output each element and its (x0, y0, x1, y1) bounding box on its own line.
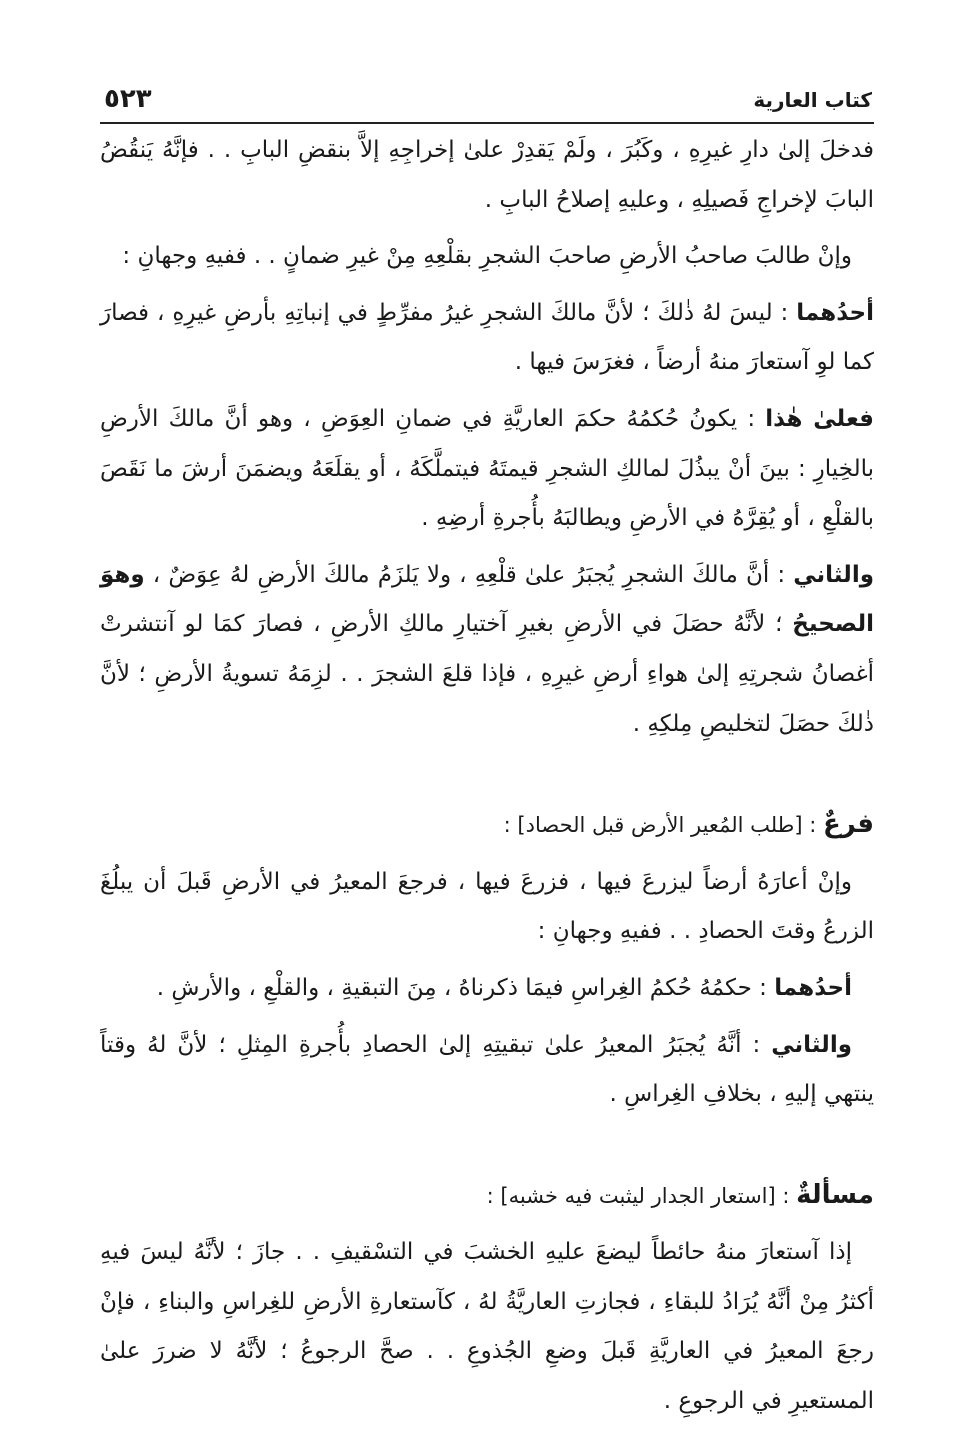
first-view-label: أحدُهما (796, 299, 874, 326)
section-heading-issue: مسألةٌ : [استعار الجدار ليثبت فيه خشبه] : (486, 1179, 874, 1210)
paragraph-7: أحدُهما : حكمُهُ حُكمُ الغِراسِ فيمَا ذكرناهُ ، مِنَ التبقيةِ ، والقلْعِ ، والأرشِ . (156, 974, 852, 1001)
section-heading-branch: فرعٌ : [طلب المُعير الأرض قبل الحصاد] : (503, 809, 874, 840)
main-text (100, 126, 874, 1434)
running-title: كتاب العارية (753, 88, 872, 112)
paragraph-4: فعلىٰ هٰذا : يكونُ حُكمُهُ حكمَ العاريَّةِ في ضمانِ العِوَضِ ، وهو أنَّ مالكَ الأرضِ بالخِيارِ : بينَ أنْ يبذُلَ لمالكِ الشجرِ قيمتَهُ فيتملَّكَهُ ، أو يقلَعَهُ ويضمَنَ أرشَ ما نَقَصَ بالقلْعِ ، أو يُقِرَّهُ في الأرضِ ويطالبَهُ بأُجرةِ أرضِهِ . (100, 405, 874, 532)
consequence-label: فعلىٰ هٰذا (765, 405, 874, 432)
page-number: ٥٢٣ (104, 84, 152, 114)
correct-view-label: وهوَ الصحيحُ (100, 561, 874, 638)
paragraph-9: إذا آستعارَ منهُ حائطاً ليضعَ عليهِ الخشبَ في التسْقيفِ . . جازَ ؛ لأنَّهُ ليسَ فيهِ أكثرُ مِنْ أنَّهُ يُرَادُ للبقاءِ ، فجازتِ العاريَّةُ لهُ ، كآستعارةِ الأرضِ للغِراسِ والبناءِ ، فإنْ رجعَ المعيرُ في العاريَّةِ قَبلَ وضعِ الجُذوعِ . . صحَّ الرجوعُ ؛ لأنَّهُ لا ضررَ علىٰ المستعيرِ في الرجوعِ . (100, 1239, 874, 1415)
first-view-label-2: أحدُهما (774, 974, 852, 1001)
issue-label: مسألةٌ (796, 1179, 874, 1210)
paragraph-6: وإنْ أعارَهُ أرضاً ليزرعَ فيها ، فزرعَ فيها ، فرجعَ المعيرُ في الأرضِ قَبلَ أن يبلُغَ الزرعُ وقتَ الحصادِ . . ففيهِ وجهانِ : (100, 868, 874, 945)
running-head (104, 86, 872, 120)
header-rule (100, 122, 874, 124)
section-gap (100, 756, 874, 800)
section-gap-2 (100, 1127, 874, 1171)
branch-label: فرعٌ (823, 809, 874, 840)
second-view-label-2: والثاني (771, 1031, 852, 1058)
second-view-label: والثاني (793, 561, 874, 588)
paragraph-1: فدخلَ إلىٰ دارِ غيرِهِ ، وكَبُرَ ، ولَمْ يَقدِرْ علىٰ إخراجِهِ إلاَّ بنقضِ البابِ . . فإنَّهُ يَنقُضُ البابَ لإخراجِ فَصيلِهِ ، وعليهِ إصلاحُ البابِ . (100, 137, 874, 213)
paragraph-3: أحدُهما : ليسَ لهُ ذٰلكَ ؛ لأنَّ مالكَ الشجرِ غيرُ مفرِّطٍ في إنباتِهِ بأرضِ غيرِهِ ، فصارَ كما لوِ آستعارَ منهُ أرضاً ، فغرَسَ فيها . (100, 299, 874, 376)
paragraph-5: والثاني : أنَّ مالكَ الشجرِ يُجبَرُ علىٰ قلْعِهِ ، ولا يَلزَمُ مالكَ الأرضِ لهُ عِوَضٌ ، وهوَ الصحيحُ ؛ لأنَّهُ حصَلَ في الأرضِ بغيرِ آختيارِ مالكِ الأرضِ ، فصارَ كمَا لو آنتشرتْ أغصانُ شجرتِهِ إلىٰ هواءِ أرضِ غيرِهِ ، فإذا قلعَ الشجرَ . . لزِمَهُ تسويةُ الأرضِ ؛ لأنَّ ذٰلكَ حصَلَ لتخليصِ مِلكِهِ . (100, 561, 874, 737)
paragraph-2: وإنْ طالبَ صاحبُ الأرضِ صاحبَ الشجرِ بقلْعِهِ مِنْ غيرِ ضمانٍ . . ففيهِ وجهانِ : (122, 243, 852, 270)
paragraph-8: والثاني : أنَّهُ يُجبَرُ المعيرُ علىٰ تبقيتِهِ إلىٰ الحصادِ بأُجرةِ المِثلِ ؛ لأنَّ لهُ وقتاً ينتهي إليهِ ، بخلافِ الغِراسِ . (100, 1031, 874, 1108)
